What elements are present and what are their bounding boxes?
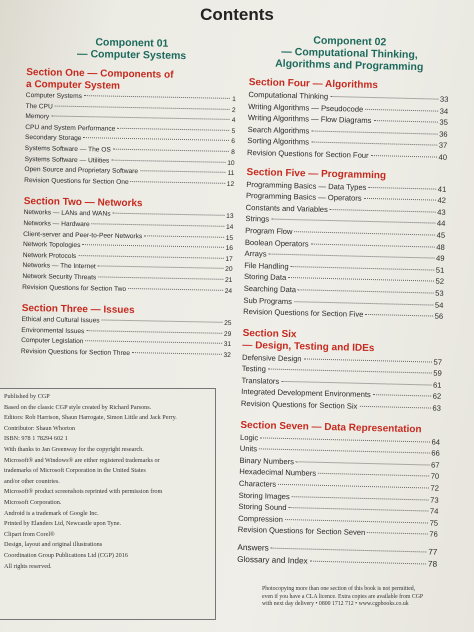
dot-leader: [373, 120, 437, 123]
publisher-line: Editors: Rob Harrison, Shaun Harrogate, Simon Little and Jack Perry.: [4, 414, 177, 422]
toc-entry-page: 41: [437, 184, 447, 194]
section-title-line: Section Two — Networks: [23, 196, 143, 210]
toc-entry-page: 5: [231, 127, 236, 135]
toc-entry-title: Hexadecimal Numbers: [239, 467, 317, 479]
toc-entry-title: Network Topologies: [22, 241, 81, 250]
toc-entry-title: Binary Numbers: [239, 455, 295, 467]
dot-leader: [117, 128, 229, 131]
dot-leader: [288, 277, 433, 282]
toc-entry-title: Environmental Issues: [21, 326, 85, 335]
toc-entry-title: Writing Algorithms — Flow Diagrams: [247, 113, 372, 126]
publisher-line: Design, layout and original illustrations: [4, 541, 103, 549]
toc-entry-title: Computer Legislation: [21, 337, 84, 346]
dot-leader: [260, 437, 429, 442]
toc-entry-title: Programming Basics — Data Types: [246, 179, 367, 192]
toc-entry-title: Network Protocols: [22, 251, 77, 260]
toc-entry-page: 75: [429, 518, 439, 528]
dot-leader: [291, 266, 434, 270]
publisher-line: ISBN: 978 1 78294 602 1: [4, 435, 68, 443]
toc-entry-title: Storing Data: [243, 272, 287, 283]
toc-entry-title: Search Algorithms: [247, 124, 310, 136]
toc-entry-page: 20: [225, 266, 233, 274]
dot-leader: [113, 213, 225, 216]
toc-entry-page: 25: [224, 319, 232, 328]
toc-entry-title: Revision Questions for Section Five: [243, 307, 364, 319]
toc-entry-title: Network Security Threats: [22, 272, 97, 282]
publisher-line: Clipart from Corel®: [4, 530, 55, 538]
dot-leader: [132, 352, 222, 355]
toc-entry-page: 2: [231, 106, 236, 114]
publisher-line: Microsoft® and Windows® are either registered trademarks or: [4, 456, 160, 464]
dot-leader: [84, 95, 230, 99]
toc-entry-page: 62: [432, 392, 442, 402]
toc-entry-title: Networks — Hardware: [23, 219, 90, 229]
toc-entry-page: 35: [439, 117, 448, 128]
dot-leader: [311, 130, 437, 134]
publisher-line: Microsoft Corporation.: [4, 498, 62, 506]
toc-entry-title: Integrated Development Environments: [241, 387, 371, 400]
photocopy-notice: [262, 586, 462, 609]
component-heading-line: — Computational Thinking,: [281, 45, 418, 62]
toc-entry-page: 52: [435, 276, 445, 287]
publisher-line: Based on the classic CGP style created by Richard Parsons.: [4, 403, 152, 411]
toc-entry-page: 33: [439, 94, 449, 104]
toc-entry-page: 17: [225, 255, 233, 263]
toc-entry-page: 44: [436, 218, 446, 229]
toc-entry-page: 77: [428, 547, 438, 557]
toc-entry-title: Open Source and Proprietary Software: [24, 166, 139, 176]
dot-leader: [281, 381, 431, 386]
publisher-line: Coordination Group Publications Ltd (CGP) 2016: [4, 551, 128, 559]
dot-leader: [368, 187, 435, 190]
dot-leader: [140, 170, 226, 173]
publisher-line: Contributor: Shaun Whorton: [4, 424, 76, 432]
dot-leader: [83, 137, 229, 141]
toc-entry-title: Computational Thinking: [248, 89, 329, 101]
toc-entry-page: 11: [227, 170, 235, 178]
dot-leader: [359, 406, 430, 409]
toc-entry-page: 43: [437, 207, 446, 217]
toc-entry-page: 10: [227, 159, 235, 167]
toc-entry-title: Networks — The Internet: [22, 262, 96, 271]
footer-line: even if you have a CLA licence. Extra copies are available from CGP: [262, 593, 424, 600]
toc-entry-page: 6: [231, 138, 236, 146]
dot-leader: [278, 484, 428, 489]
toc-entry-title: Answers: [237, 542, 269, 553]
toc-entry-page: 12: [226, 180, 235, 188]
toc-entry-title: Constants and Variables: [245, 202, 329, 214]
toc-entry-page: 66: [431, 448, 440, 459]
section-title-line: — Design, Testing and IDEs: [242, 339, 375, 354]
toc-entry-page: 29: [223, 330, 232, 338]
dot-leader: [285, 519, 428, 523]
dot-leader: [373, 395, 431, 397]
toc-entry-page: 56: [434, 311, 444, 321]
dot-leader: [296, 461, 429, 465]
toc-entry-page: 37: [438, 141, 448, 151]
toc-entry-title: Revision Questions for Section One: [24, 176, 129, 186]
section-title-line: Section Six: [242, 327, 297, 340]
toc-entry-page: 73: [430, 495, 439, 505]
dot-leader: [367, 532, 427, 534]
toc-entry-title: Logic: [240, 432, 259, 442]
publisher-line: Microsoft® product screenshots reprinted with permission from: [4, 488, 163, 496]
toc-entry-page: 57: [433, 357, 443, 367]
component-heading: [249, 33, 450, 74]
toc-entry-page: 63: [432, 403, 441, 413]
toc-entry-title: Revision Questions for Section Seven: [237, 525, 366, 538]
toc-entry-title: Testing: [241, 364, 266, 374]
toc-entry-title: Sorting Algorithms: [247, 136, 310, 147]
toc-entry-page: 24: [224, 287, 233, 295]
section-title-line: Section One — Components of: [26, 66, 174, 81]
dot-leader: [102, 320, 223, 323]
toc-entry-page: 8: [231, 148, 235, 156]
publisher-line: Printed by Elanders Ltd, Newcastle upon Tyne.: [4, 520, 121, 528]
toc-entry-page: 49: [435, 253, 445, 263]
component-01-column: [21, 35, 237, 361]
toc-entry-page: 15: [225, 234, 234, 242]
toc-entry-page: 74: [429, 506, 439, 516]
dot-leader: [128, 287, 223, 290]
toc-entry-title: Memory: [25, 113, 50, 121]
toc-entry-page: 59: [433, 368, 442, 379]
dot-leader: [364, 198, 436, 201]
toc-entry-title: Revision Questions for Section Six: [240, 398, 358, 411]
dot-leader: [330, 209, 435, 213]
toc-entry-page: 64: [431, 437, 441, 447]
toc-entry-page: 13: [226, 213, 234, 221]
toc-entry-page: 45: [436, 230, 446, 240]
toc-entry-title: Glossary and Index: [237, 554, 308, 566]
publisher-line: Published by CGP: [4, 393, 50, 400]
toc-entry-title: Storing Images: [238, 490, 290, 501]
publisher-line: and/or other countries.: [4, 477, 60, 485]
toc-entry-page: 34: [439, 106, 449, 116]
toc-entry-page: 70: [430, 471, 440, 482]
toc-entry-page: 54: [434, 300, 444, 310]
section-title-line: a Computer System: [25, 78, 121, 92]
dot-leader: [269, 254, 435, 259]
toc-entry-title: Defensive Design: [241, 352, 302, 364]
dot-leader: [268, 369, 431, 374]
toc-entry-title: CPU and System Performance: [25, 123, 116, 133]
toc-entry-page: 1: [232, 95, 236, 104]
toc-entry-page: 78: [427, 559, 438, 569]
dot-leader: [365, 108, 437, 111]
dot-leader: [131, 181, 225, 184]
toc-entry-title: Computer Systems: [25, 91, 82, 101]
section-title-line: Section Three — Issues: [21, 303, 135, 317]
footer-line: Photocopying more than one section of this book is not permitted,: [262, 586, 416, 592]
toc-entry-page: 67: [430, 460, 440, 470]
dot-leader: [55, 105, 230, 109]
toc-entry-page: 40: [438, 152, 448, 162]
toc-entry-title: Arrays: [244, 249, 267, 259]
section-title-line: Section Four — Algorithms: [248, 76, 378, 92]
section-title-line: Section Five — Programming: [246, 166, 387, 181]
dot-leader: [98, 276, 223, 279]
toc-entry-page: 42: [437, 195, 447, 205]
dot-leader: [51, 116, 230, 120]
toc-entry-page: 51: [435, 265, 445, 275]
toc-entry-title: Strings: [245, 214, 270, 224]
toc-entry-title: Boolean Operators: [244, 237, 309, 249]
page-title: Contents: [200, 5, 274, 24]
dot-leader: [111, 159, 225, 162]
toc-entry-title: Characters: [238, 478, 277, 489]
toc-entry-page: 53: [435, 288, 444, 298]
section-title-line: Section Seven — Data Representation: [240, 419, 422, 435]
component-heading-line: — Computer Systems: [76, 47, 187, 63]
toc-entry-title: The CPU: [25, 102, 53, 111]
dot-leader: [113, 149, 229, 152]
component-heading-line: Algorithms and Programming: [275, 57, 424, 74]
dot-leader: [311, 142, 437, 146]
toc-entry-title: Writing Algorithms — Pseudocode: [248, 101, 364, 114]
dot-leader: [318, 473, 429, 477]
toc-entry-page: 32: [223, 351, 231, 359]
toc-entry-page: 14: [225, 223, 234, 231]
toc-entry-page: 21: [224, 276, 233, 284]
dot-leader: [294, 301, 433, 305]
dot-leader: [292, 496, 428, 500]
dot-leader: [82, 244, 223, 248]
footer-line: with next day delivery • 0800 1712 712 • www.cgpbooks.co.uk: [262, 601, 409, 608]
toc-entry-page: 16: [225, 244, 234, 253]
toc-entry-page: 36: [439, 129, 448, 139]
toc-entry-title: Program Flow: [245, 225, 293, 237]
dot-leader: [371, 155, 437, 158]
dot-leader: [78, 255, 223, 259]
toc-entry-title: Programming Basics — Operators: [245, 191, 362, 203]
toc-entry-title: Translators: [241, 375, 280, 386]
component-02-column: [237, 33, 450, 570]
toc-entry-title: Revision Questions for Section Three: [20, 347, 131, 357]
toc-entry-title: Revision Questions for Section Four: [246, 147, 369, 160]
dot-leader: [298, 289, 433, 293]
toc-entry-page: 76: [429, 529, 438, 540]
toc-entry-page: 48: [436, 242, 445, 252]
toc-entry-title: Networks — LANs and WANs: [23, 209, 111, 218]
toc-entry-title: Storing Sound: [238, 502, 287, 513]
dot-leader: [365, 314, 432, 317]
toc-entry-title: Compression: [238, 513, 283, 524]
toc-entry-page: 4: [231, 117, 236, 125]
publisher-info-box: [0, 388, 216, 620]
toc-entry-title: File Handling: [244, 260, 289, 271]
dot-leader: [144, 235, 224, 238]
dot-leader: [271, 548, 426, 553]
toc-entry-title: Client-server and Peer-to-Peer Networks: [23, 230, 143, 240]
publisher-line: trademarks of Microsoft Corporation in the United States: [4, 467, 146, 475]
publisher-line: Android is a trademark of Google Inc.: [4, 509, 99, 517]
toc-entry-title: Revision Questions for Section Two: [22, 283, 127, 293]
dot-leader: [311, 243, 435, 247]
component-heading-line: Component 01: [95, 36, 169, 50]
dot-leader: [304, 358, 432, 362]
toc-entry-title: Units: [239, 444, 258, 454]
dot-leader: [259, 449, 429, 454]
toc-entry-page: 72: [430, 483, 440, 493]
publisher-line: All rights reserved.: [4, 562, 52, 570]
dot-leader: [289, 507, 428, 511]
dot-leader: [330, 96, 438, 100]
toc-entry-title: Systems Software — The OS: [24, 144, 111, 154]
toc-entry-title: Secondary Storage: [24, 134, 82, 143]
publisher-line: With thanks to Jan Greenway for the copyright research.: [4, 445, 144, 453]
dot-leader: [86, 330, 222, 334]
toc-entry-title: Ethical and Cultural Issues: [21, 316, 100, 325]
dot-leader: [98, 266, 223, 269]
toc-entry-page: 31: [223, 341, 232, 349]
toc-entry-title: Sub Programs: [243, 295, 293, 306]
toc-entry-page: 61: [432, 380, 442, 390]
dot-leader: [85, 340, 221, 344]
component-heading-line: Component 02: [313, 34, 387, 49]
dot-leader: [294, 231, 434, 235]
dot-leader: [271, 219, 435, 224]
toc-entry-title: Searching Data: [243, 283, 297, 295]
toc-entry-title: Systems Software — Utilities: [24, 155, 110, 165]
dot-leader: [92, 223, 224, 227]
dot-leader: [310, 560, 426, 564]
